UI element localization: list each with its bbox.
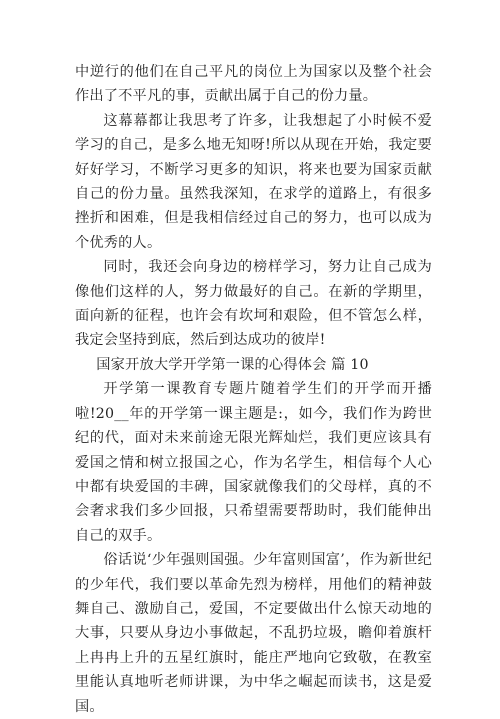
paragraph-reflection: 这幕幕都让我思考了许多，让我想起了小时候不爱学习的自己，是多么地无知呀!所以从现在开始，我定要好好学习，不断学习更多的知识，将来也要为国家贡献自己的份力量。虽然我深知，在求学的道路上，有很多挫折和困难，但是我相信经过自己的努力，也可以成为个优秀的人。 — [75, 112, 432, 251]
section-heading: 国家开放大学开学第一课的心得体会 篇 10 — [96, 356, 369, 373]
document-page — [75, 60, 432, 719]
paragraph-first-lesson: 开学第一课教育专题片随着学生们的开学而开播啦!20__年的开学第一课主题是:，如今，我们作为跨世纪的代，面对未来前途无限光辉灿烂，我们更应该具有爱国之情和树立报国之心，作为名学生，相信每个人心中都有块爱国的丰碑，国家就像我们的父母样，真的不会奢求我们多少回报，只希望需要帮助时，我们能伸出自己的双手。 — [75, 381, 432, 544]
paragraph-patriotism: 俗话说‘少年强则国强。少年富则国富’，作为新世纪的少年代，我们要以革命先烈为榜样，用他们的精神鼓舞自己、激励自己，爱国，不定要做出什么惊天动地的大事，只要从身边小事做起，不乱扔垃圾，瞻仰着旗杆上冉冉上升的五星红旗时，能庄严地向它致敬，在教室里能认真地听老师讲课，为中华之崛起而读书，这是爱国。 — [75, 552, 432, 715]
paragraph-role-models: 同时，我还会向身边的榜样学习，努力让自己成为像他们这样的人，努力做最好的自己。在新的学期里，面向新的征程，也许会有坎坷和艰险，但不管怎么样，我定会坚持到底，然后到达成功的彼岸! — [75, 259, 432, 349]
paragraph-continued: 中逆行的他们在自己平凡的岗位上为国家以及整个社会作出了不平凡的事，贡献出属于自己的份力量。 — [75, 64, 432, 105]
